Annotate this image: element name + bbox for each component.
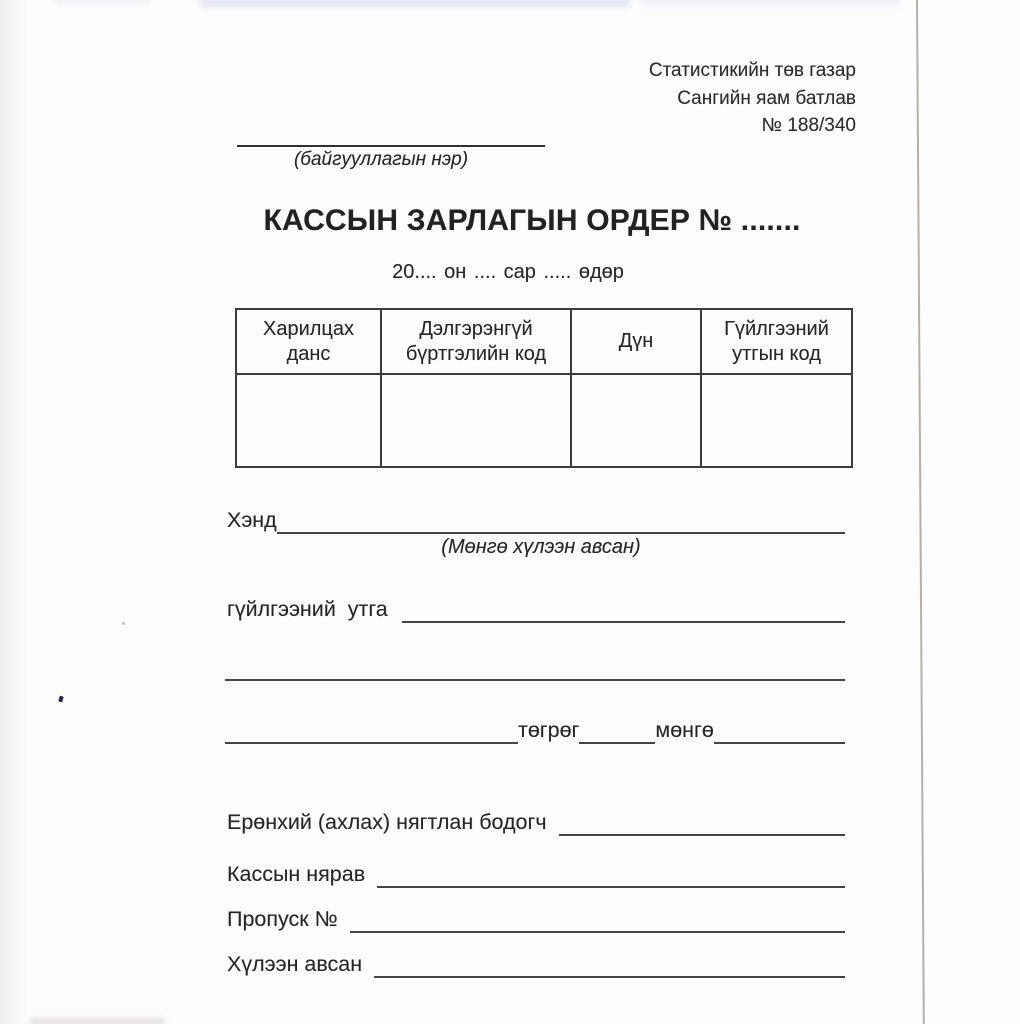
page-edge-line <box>916 0 925 1024</box>
recipient-field <box>227 504 845 534</box>
chief-accountant-blank-line <box>559 807 845 836</box>
pass-number-label: Пропуск № <box>227 907 338 931</box>
mongo-label: мөнгө <box>655 718 714 742</box>
cell-amount <box>571 374 701 467</box>
recipient-caption: (Мөнгө хүлээн авсан) <box>441 536 641 558</box>
mongo-blank-line <box>714 715 845 744</box>
pass-number-blank-line <box>350 904 845 933</box>
pass-number-field <box>227 903 845 933</box>
transaction-label: гүйлгээний утга <box>227 597 388 621</box>
approval-line-2: Сангийн яам батлав <box>677 87 856 109</box>
amount-words-field <box>225 714 845 744</box>
chief-accountant-field <box>227 806 845 836</box>
chief-accountant-label: Ерөнхий (ахлах) нягтлан бодогч <box>227 810 547 834</box>
cell-transaction-code <box>701 374 852 467</box>
scan-artifact <box>640 0 900 5</box>
form-title: КАССЫН ЗАРЛАГЫН ОРДЕР № ....... <box>263 204 801 237</box>
cashier-field <box>227 858 845 888</box>
transaction-blank-line <box>402 594 845 623</box>
cell-account <box>236 374 381 467</box>
cashier-blank-line <box>377 859 845 888</box>
received-by-field <box>227 948 845 978</box>
received-by-blank-line <box>374 949 845 978</box>
table-row <box>236 374 852 467</box>
togrog-blank-line <box>579 715 655 744</box>
col-header-detail-code: Дэлгэрэнгүй бүртгэлийн код <box>381 309 571 374</box>
amount-blank-line <box>225 715 518 744</box>
approval-line-1: Статистикийн төв газар <box>648 60 856 81</box>
togrog-label: төгрөг <box>518 718 580 742</box>
col-header-transaction-code: Гүйлгээний утгын код <box>701 309 852 374</box>
org-name-blank-line <box>237 124 545 147</box>
col-header-account: Харилцах данс <box>236 309 381 374</box>
continuation-blank-line <box>225 657 845 681</box>
cell-detail-code <box>381 374 571 467</box>
scan-artifact <box>0 0 28 1024</box>
recipient-label: Хэнд <box>227 508 277 532</box>
amount-table <box>235 308 853 468</box>
scan-artifact <box>55 0 150 4</box>
ink-speck <box>58 696 64 703</box>
approval-number: № 188/340 <box>761 115 856 136</box>
col-header-amount: Дүн <box>571 309 701 374</box>
table-header-row <box>236 309 852 374</box>
cashier-label: Кассын нярав <box>227 862 366 886</box>
scan-artifact <box>30 1018 165 1024</box>
org-name-caption: (байгууллагын нэр) <box>293 149 469 170</box>
received-by-label: Хүлээн авсан <box>227 952 363 976</box>
ink-speck <box>122 622 125 625</box>
scan-artifact <box>200 0 630 7</box>
transaction-description-field <box>227 593 845 623</box>
recipient-blank-line <box>277 505 845 534</box>
date-line: 20.... он .... сар ..... өдөр <box>392 261 624 283</box>
